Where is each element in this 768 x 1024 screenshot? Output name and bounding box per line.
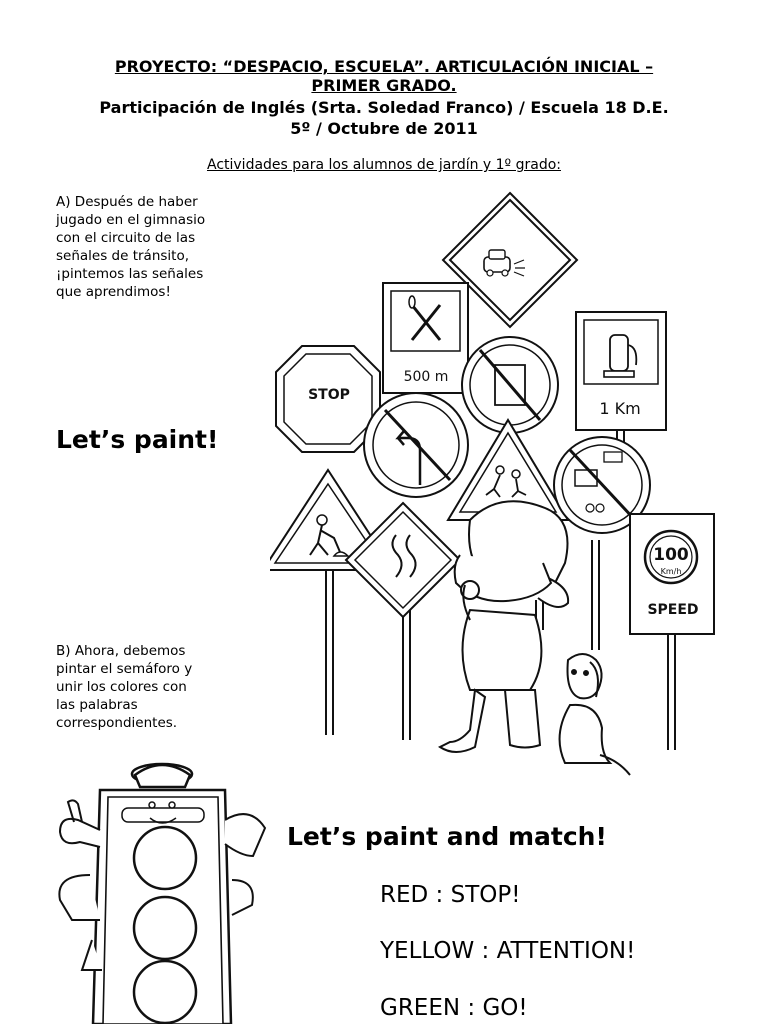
yellow-lamp — [134, 897, 196, 959]
red-lamp — [134, 827, 196, 889]
project-title — [0, 57, 768, 95]
participation-line: Participación de Inglés (Srta. Soledad Franco) / Escuela 18 D.E. — [99, 98, 669, 117]
project-title-line1: PROYECTO: “DESPACIO, ESCUELA”. ARTICULACIÓN INICIAL – — [114, 57, 654, 76]
match-yellow: YELLOW : ATTENTION! — [380, 938, 636, 964]
match-green: GREEN : GO! — [380, 995, 528, 1021]
section-b-line: B) Ahora, debemos — [56, 643, 186, 659]
section-b-line: unir los colores con — [56, 679, 187, 695]
speed-limit-unit: Km/h — [660, 567, 682, 576]
lets-paint-heading: Let’s paint! — [56, 425, 219, 454]
section-a-line: ¡pintemos las señales — [56, 266, 204, 282]
date-line: 5º / Octubre de 2011 — [290, 119, 478, 138]
section-a-instructions — [56, 193, 261, 301]
activities-subtitle: Actividades para los alumnos de jardín y 1º grado: — [206, 157, 561, 173]
participation-block — [0, 97, 768, 139]
speed-sign-label: SPEED — [647, 602, 699, 618]
fuel-station-sign — [576, 312, 666, 430]
sign-500m-label: 500 m — [403, 369, 449, 385]
section-b-line: las palabras — [56, 697, 138, 713]
dog-drawing — [560, 654, 630, 775]
speed-limit-sign — [630, 514, 714, 634]
stop-sign-label: STOP — [308, 387, 350, 403]
green-lamp — [134, 961, 196, 1023]
traffic-light-cap — [132, 764, 192, 787]
slippery-road-sign — [346, 503, 460, 617]
child-drawing — [440, 501, 568, 752]
sign-1km-label: 1 Km — [599, 399, 641, 418]
section-b-line: pintar el semáforo y — [56, 661, 193, 677]
no-parking-circle-sign — [462, 337, 558, 433]
traffic-light-lamps — [134, 827, 196, 1023]
lets-paint-and-match-heading: Let’s paint and match! — [287, 822, 607, 851]
section-a-line: que aprendimos! — [56, 284, 171, 300]
match-red: RED : STOP! — [380, 882, 521, 908]
traffic-signs-illustration — [270, 185, 730, 795]
section-a-line: A) Después de haber — [56, 194, 198, 210]
no-left-turn-sign — [364, 393, 468, 497]
section-a-line: señales de tránsito, — [56, 248, 190, 264]
section-a-line: con el circuito de las — [56, 230, 196, 246]
section-b-instructions — [56, 642, 261, 732]
restaurant-sign — [383, 283, 468, 393]
project-title-line2: PRIMER GRADO. — [311, 76, 457, 95]
section-b-line: correspondientes. — [56, 715, 178, 731]
traffic-light-character — [55, 760, 285, 1024]
section-a-line: jugado en el gimnasio — [56, 212, 206, 228]
speed-limit-value: 100 — [653, 545, 689, 565]
